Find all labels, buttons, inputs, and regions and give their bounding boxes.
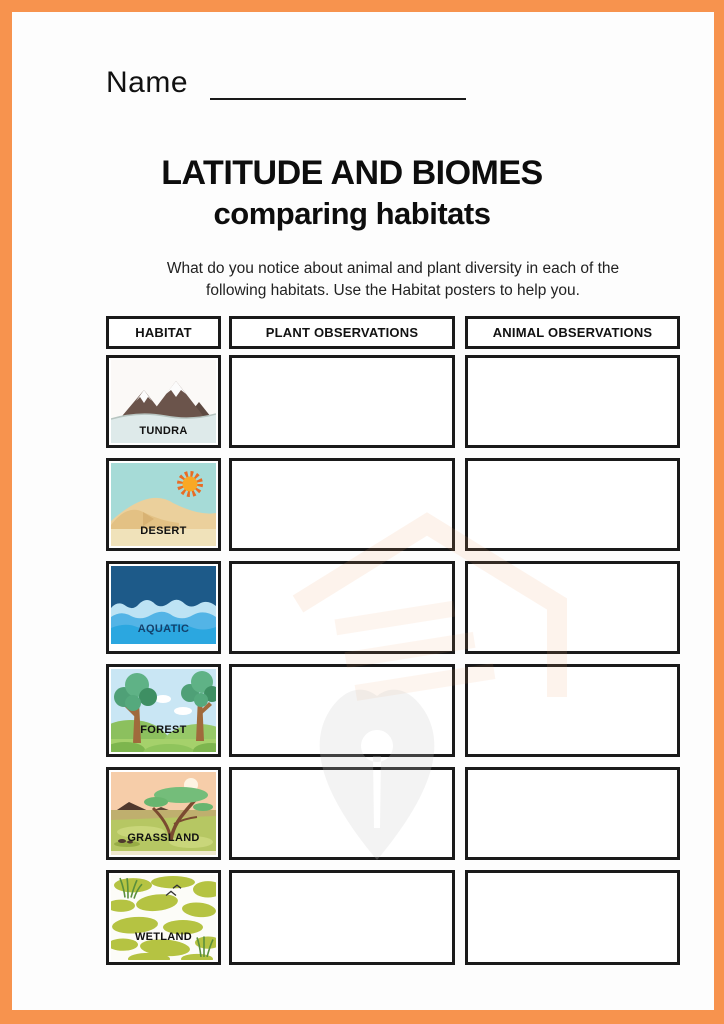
habitat-cell-wetland (106, 870, 221, 965)
plant-observations-cell-grassland[interactable] (229, 767, 455, 860)
title-line2: comparing habitats (213, 196, 491, 231)
animal-observations-cell-aquatic[interactable] (465, 561, 680, 654)
habitat-label: GRASSLAND (127, 832, 200, 844)
cloud-icon (155, 695, 171, 703)
habitat-label: DESERT (140, 525, 187, 537)
aquatic-illustration (111, 566, 216, 649)
instructions (106, 258, 680, 302)
plant-observations-cell-desert[interactable] (229, 458, 455, 551)
worksheet-title (82, 153, 622, 235)
forest-illustration (111, 669, 216, 752)
animal-observations-cell-forest[interactable] (465, 664, 680, 757)
sun-icon (180, 474, 200, 494)
animal-observations-cell-tundra[interactable] (465, 355, 680, 448)
name-input-line[interactable] (210, 98, 466, 100)
header-habitat: HABITAT (106, 316, 221, 349)
name-label: Name (106, 66, 189, 99)
plant-observations-cell-tundra[interactable] (229, 355, 455, 448)
habitat-label: TUNDRA (139, 425, 188, 437)
instructions-line2: following habitats. Use the Habitat posters to help you. (206, 282, 580, 299)
title-line1: LATITUDE AND BIOMES (161, 154, 543, 192)
habitat-cell-grassland (106, 767, 221, 860)
habitat-cell-desert (106, 458, 221, 551)
habitat-cell-aquatic (106, 561, 221, 654)
animal-observations-cell-desert[interactable] (465, 458, 680, 551)
habitat-cell-tundra (106, 355, 221, 448)
plant-observations-cell-forest[interactable] (229, 664, 455, 757)
wetland-illustration (111, 875, 216, 960)
plant-observations-cell-wetland[interactable] (229, 870, 455, 965)
plant-observations-cell-aquatic[interactable] (229, 561, 455, 654)
habitat-cell-forest (106, 664, 221, 757)
instructions-line1: What do you notice about animal and plant diversity in each of the (166, 260, 620, 277)
header-plant-observations: PLANT OBSERVATIONS (229, 316, 455, 349)
habitat-label: WETLAND (134, 931, 193, 943)
habitat-label: FOREST (140, 724, 187, 736)
habitat-label: AQUATIC (137, 623, 190, 635)
animal-observations-cell-wetland[interactable] (465, 870, 680, 965)
animal-observations-cell-grassland[interactable] (465, 767, 680, 860)
header-animal-observations: ANIMAL OBSERVATIONS (465, 316, 680, 349)
